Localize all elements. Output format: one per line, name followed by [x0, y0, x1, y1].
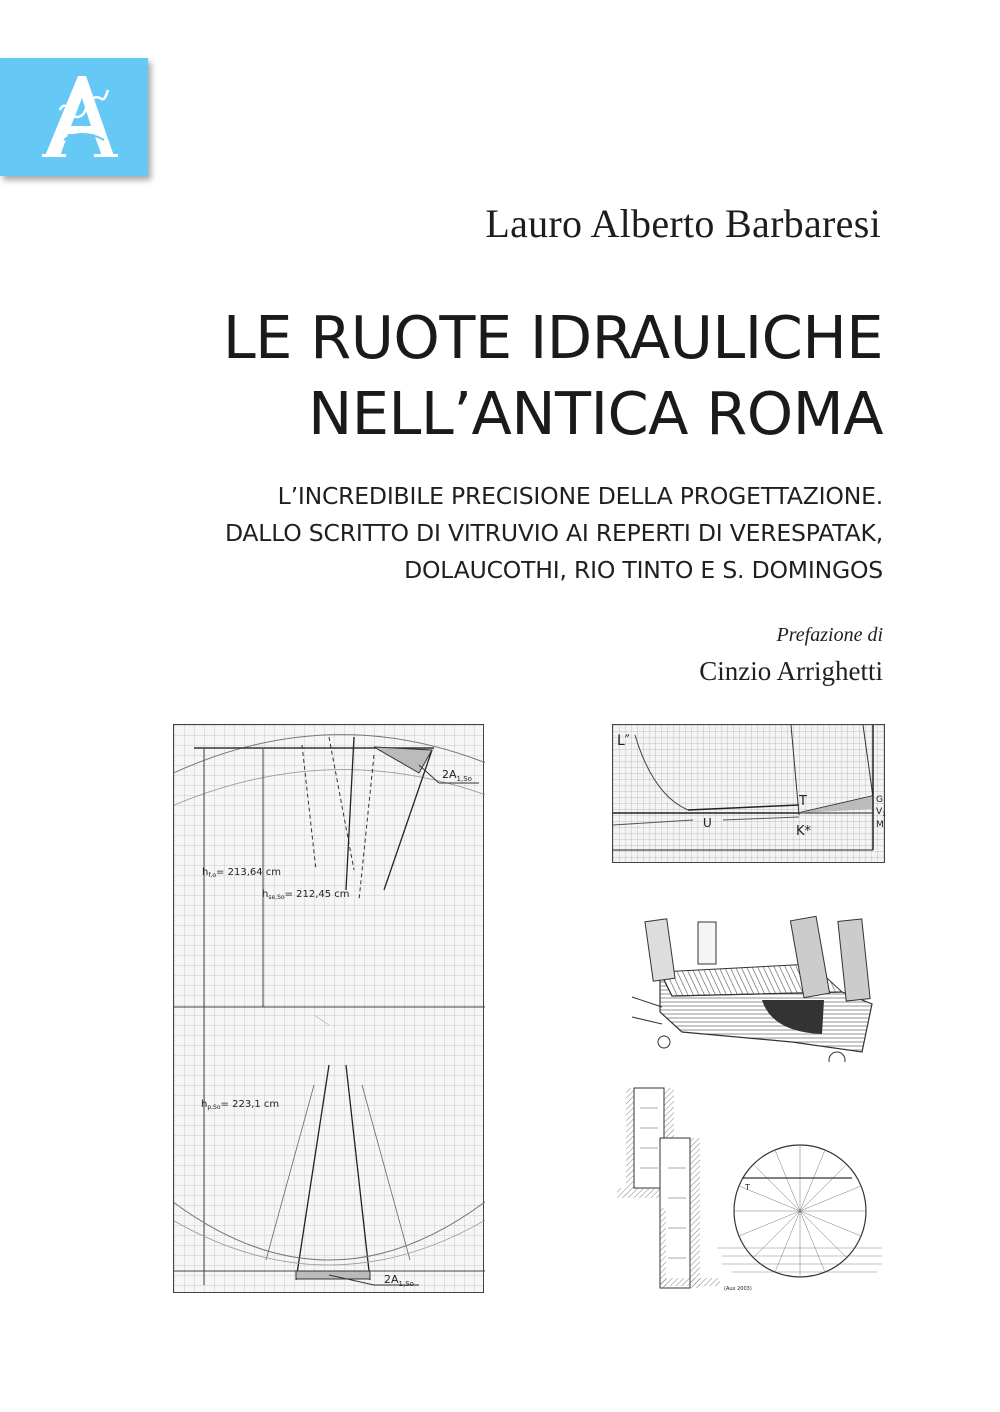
subtitle-line-3: DOLAUCOTHI, RIO TINTO E S. DOMINGOS — [404, 556, 883, 584]
subtitle-line-2: DALLO SCRITTO DI VITRUVIO AI REPERTI DI VERESPATAK, — [224, 519, 883, 547]
wooden-bucket-sketch — [612, 892, 892, 1062]
title-line-2: NELL’ANTICA ROMA — [308, 379, 883, 448]
label-2a-bottom: $2A_{1,So}$ — [384, 1273, 414, 1288]
subtitle-line-1: L’INCREDIBILE PRECISIONE DELLA PROGETTAZIONE. — [277, 482, 883, 510]
label-h-p: $h_{p,So}= 223,1$ cm — [201, 1099, 280, 1111]
label-h-f: $h_{f,o}= 213,64$ cm — [202, 867, 282, 879]
title-line-1: LE RUOTE IDRAULICHE — [222, 303, 883, 372]
wooden-box-illustration — [612, 892, 892, 1062]
artist-signature: (Aux 2003) — [724, 1286, 752, 1292]
wheel-geometry-diagram — [174, 725, 485, 1294]
author-name: Lauro Alberto Barbaresi — [485, 201, 881, 246]
book-title — [223, 300, 883, 452]
preface-author: Cinzio Arrighetti — [699, 656, 883, 686]
waterwheel-elevation-sketch — [612, 1078, 892, 1298]
detail-geometry-diagram — [613, 725, 886, 864]
book-subtitle — [225, 478, 883, 589]
letter-a-logo-icon — [40, 68, 120, 163]
label-t: T — [799, 794, 807, 809]
label-h-se: $h_{se,So}= 212,45$ cm — [262, 889, 350, 901]
label-2a-top: $2A_{1,So}$ — [442, 768, 472, 783]
waterwheel-illustration — [612, 1078, 892, 1298]
label-v: $V_1$ — [876, 807, 886, 818]
preface-label: Prefazione di — [776, 624, 883, 646]
label-t-wheel: T — [745, 1183, 750, 1192]
label-l: L″ — [617, 733, 631, 749]
label-m: M — [876, 820, 884, 830]
label-u: U — [703, 816, 712, 830]
label-g: G — [876, 795, 883, 805]
waterwheel-section-drawing — [173, 724, 484, 1293]
publisher-logo — [0, 58, 148, 176]
label-k: K* — [796, 824, 812, 839]
wheel-detail-drawing — [612, 724, 885, 863]
